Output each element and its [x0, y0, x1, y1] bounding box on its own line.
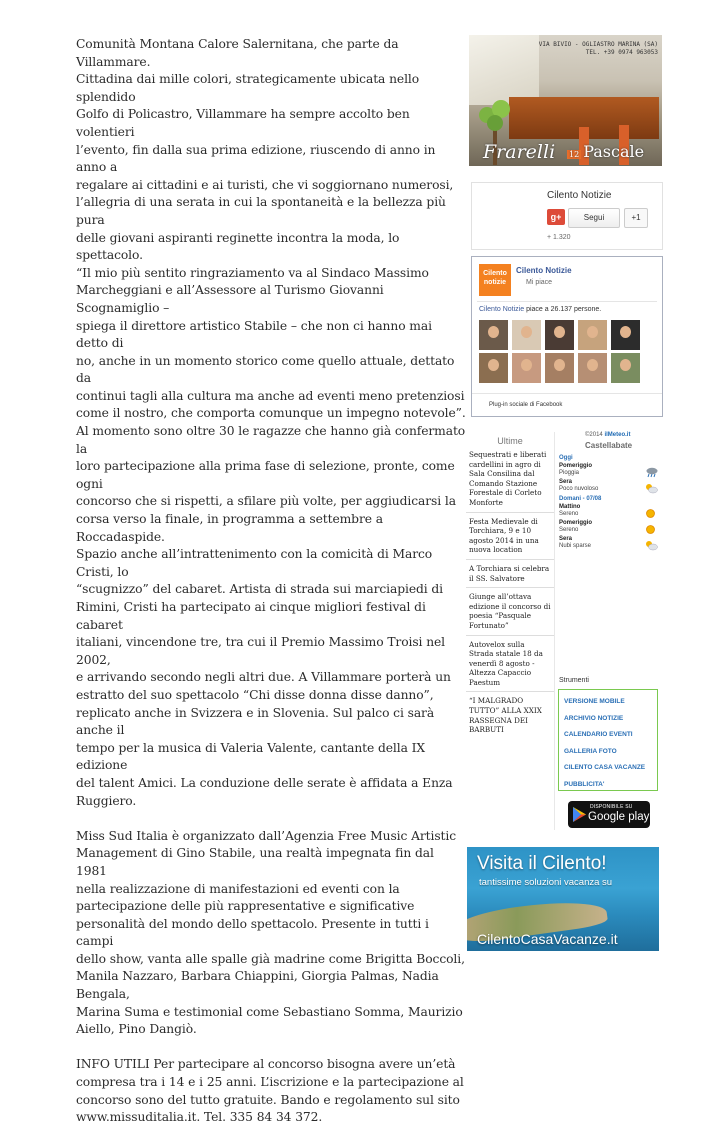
- article-line: Management di Gino Stabile, una realtà impegnata fin dal 1981: [76, 846, 434, 878]
- facebook-like-box: [471, 256, 663, 417]
- article-line: Miss Sud Italia è organizzato dall’Agenzia Free Music Artistic: [76, 828, 456, 843]
- news-link[interactable]: “I MALGRADO TUTTO” ALLA XXIX RASSEGNA DEI BARBUTI: [469, 696, 542, 735]
- cloud-sun-icon: [645, 481, 656, 492]
- article-line: delle giovani aspiranti reginette incontra la moda, lo spettacolo.: [76, 230, 400, 263]
- fan-avatar[interactable]: [512, 353, 541, 383]
- tools-box: [558, 689, 658, 791]
- article-line: Ruggiero.: [76, 793, 137, 808]
- article-line: Al momento sono oltre 30 le ragazze che hanno già confermato la: [76, 424, 466, 456]
- cloud-sun-icon: [645, 538, 656, 549]
- fan-avatar[interactable]: [479, 320, 508, 350]
- article-line: “scugnizzo” del cabaret. Artista di strada sui marciapiedi di: [76, 582, 444, 597]
- article-line: e arrivando secondo negli altri due. A Villammare porterà un: [76, 670, 451, 685]
- article-line: estratto del suo spettacolo “Chi disse donna disse danno”,: [76, 687, 434, 702]
- fan-avatar[interactable]: [578, 353, 607, 383]
- article-line: Spazio anche all’intrattenimento con la comicità di Marco Cristi, lo: [76, 547, 433, 579]
- article-line: Manila Nazzaro, Barbara Chiappini, Giorgia Palmas, Nadia Bengala,: [76, 969, 439, 1002]
- article-line: regalare ai cittadini e ai turisti, che vi soggiornano numerosi,: [76, 177, 454, 192]
- article-line: Aiello, Pino Dangiò.: [76, 1022, 197, 1037]
- article-line: nella realizzazione di manifestazioni ed eventi con la: [76, 881, 400, 896]
- article-line: loro partecipazione alla prima fase di selezione, pronte, come ogni: [76, 459, 455, 491]
- article-line: italiani, vincendone tre, tra cui il Premio Massimo Troisi nel 2002,: [76, 635, 446, 667]
- news-link[interactable]: Sequestrati e liberati cardellini in agro di Sala Consilina dal Comando Stazione Forestale di Corleto Monforte: [466, 450, 554, 513]
- tools-label: Strumenti: [559, 677, 589, 684]
- article-line: Marina Suma e testimonial come Sebastiano Somma, Maurizio: [76, 1004, 463, 1019]
- news-link[interactable]: Giunge all’ottava edizione il concorso di poesia “Pasquale Fortunato”: [466, 592, 554, 635]
- tools-link[interactable]: VERSIONE MOBILE: [564, 698, 625, 705]
- ad-footer-url: CilentoCasaVacanze.it: [477, 931, 618, 947]
- google-play-icon: [573, 807, 586, 822]
- ad-headline: Visita il Cilento!: [477, 853, 607, 874]
- article-line: spiega il direttore artistico Stabile – che non ci hanno mai detto di: [76, 318, 432, 351]
- article-line: INFO UTILI Per partecipare al concorso bisogna avere un’età: [76, 1057, 456, 1072]
- article-line: partecipazione delle più rappresentative e significative: [76, 899, 415, 914]
- tools-link[interactable]: CALENDARIO EVENTI: [564, 731, 633, 738]
- fb-like-button[interactable]: Mi piace: [526, 279, 553, 286]
- latest-news-column: [466, 432, 555, 830]
- news-link[interactable]: Festa Medievale di Torchiara, 9 e 10 agosto 2014 in una nuova location: [466, 517, 554, 560]
- latest-news-header: Ultime: [497, 436, 523, 446]
- weather-city: Castellabate: [585, 441, 633, 450]
- weather-day-tomorrow: Domani - 07/08: [559, 496, 602, 502]
- article-line: l’evento, fin dalla sua prima edizione, riuscendo di anno in anno a: [76, 142, 436, 175]
- google-play-badge[interactable]: DISPONIBILE SU Google play: [568, 801, 650, 828]
- article-body: [76, 36, 466, 1127]
- article-line: Rimini, Cristi ha partecipato ai cinque migliori festival di cabaret: [76, 600, 426, 632]
- ad-banner-frarelli-pascale[interactable]: [469, 35, 662, 166]
- ad-address: VIA BIVIO - OGLIASTRO MARINA (SA) TEL. +39 0974 963053: [538, 41, 658, 56]
- weather-widget: [557, 432, 662, 552]
- fb-like-count: Cilento Notizie piace a 26.137 persone.: [479, 306, 602, 313]
- news-link[interactable]: Autovelox sulla Strada statale 18 da venerdì 8 agosto - Altezza Capaccio Paestum: [466, 640, 554, 693]
- article-line: Marcheggiani e all’Assessore al Turismo Giovanni Scognamiglio –: [76, 283, 384, 315]
- ad-banner-cilento-casa-vacanze[interactable]: [467, 847, 659, 951]
- weather-slot: Pomeriggio Pioggia: [557, 463, 662, 479]
- tools-link[interactable]: PUBBLICITA': [564, 780, 605, 788]
- article-line: “Il mio più sentito ringraziamento va al Sindaco Massimo: [76, 265, 429, 280]
- fan-avatar[interactable]: [545, 320, 574, 350]
- ad-brand-right: 12 Pascale: [569, 142, 645, 161]
- article-line: corsa verso la finale, in programma a settembre a Roccadaspide.: [76, 512, 383, 544]
- article-line: compresa tra i 14 e i 25 anni. L’iscrizione e la partecipazione al: [76, 1075, 464, 1090]
- tools-link[interactable]: GALLERIA FOTO: [564, 747, 617, 755]
- article-line: come il nostro, che comporta comunque un impegno notevole”.: [76, 406, 466, 421]
- article-line: continui tagli alla cultura ma anche ad eventi meno pretenziosi: [76, 388, 465, 403]
- tools-link[interactable]: CILENTO CASA VACANZE: [564, 764, 646, 771]
- article-line: no, anche in un momento storico come quello attuale, dettato da: [76, 353, 455, 386]
- article-line: personalità del mondo dello spettacolo. Presente in tutti i campi: [76, 916, 429, 949]
- sun-icon: [645, 522, 656, 533]
- weather-day-today: Oggi: [559, 455, 573, 461]
- follow-button[interactable]: Segui: [568, 208, 620, 228]
- gplus-title[interactable]: Cilento Notizie: [547, 190, 612, 201]
- fan-avatar[interactable]: [479, 353, 508, 383]
- page-logo[interactable]: Cilento notizie: [479, 264, 511, 296]
- article-line: tempo per la musica di Valeria Valente, cantante della IX edizione: [76, 740, 426, 773]
- article-line: Comunità Montana Calore Salernitana, che parte da Villammare.: [76, 37, 399, 69]
- fan-avatar[interactable]: [512, 320, 541, 350]
- article-line: concorso che si rispetti, a sfilare più volte, per aggiudicarsi la: [76, 494, 456, 509]
- article-line: dello show, vanta alle spalle già madrine come Brigitta Boccoli,: [76, 951, 465, 966]
- article-line: www.missuditalia.it. Tel. 335 84 34 372.: [76, 1110, 323, 1125]
- rain-icon: [645, 465, 656, 476]
- article-line: Cittadina dai mille colori, strategicamente ubicata nello splendido: [76, 72, 420, 104]
- fan-avatar[interactable]: [545, 353, 574, 383]
- article-line: replicato anche in Svizzera e in Slovenia. Sul palco ci sarà anche il: [76, 705, 435, 738]
- article-line: del talent Amici. La conduzione delle serate è affidata a Enza: [76, 775, 453, 790]
- weather-slot: Mattino Sereno: [557, 504, 662, 520]
- google-plus-icon[interactable]: g+: [547, 209, 565, 225]
- fb-page-name[interactable]: Cilento Notizie: [516, 266, 572, 275]
- fan-avatar[interactable]: [611, 353, 640, 383]
- article-line: l’allegria di una serata in cui la spontaneità e la bellezza più pura: [76, 195, 446, 227]
- ad-subheadline: tantissime soluzioni vacanza su: [479, 877, 613, 888]
- weather-slot: Sera Nubi sparse: [557, 536, 662, 552]
- follower-count: + 1.320: [547, 234, 571, 241]
- fb-plugin-label[interactable]: Plug-in sociale di Facebook: [472, 393, 662, 416]
- fan-avatar[interactable]: [611, 320, 640, 350]
- fb-faces-grid: [479, 320, 657, 383]
- sun-icon: [645, 506, 656, 517]
- weather-slot: Sera Poco nuvoloso: [557, 479, 662, 495]
- article-line: Golfo di Policastro, Villammare ha sempre accolto ben volentieri: [76, 107, 410, 139]
- weather-slot: Pomeriggio Sereno: [557, 520, 662, 536]
- article-line: concorso sono del tutto gratuite. Bando e regolamento sul sito: [76, 1092, 460, 1107]
- fan-avatar[interactable]: [578, 320, 607, 350]
- news-link[interactable]: A Torchiara si celebra il SS. Salvatore: [466, 564, 554, 588]
- plus-one-button[interactable]: +1: [624, 208, 648, 228]
- tools-link[interactable]: ARCHIVIO NOTIZIE: [564, 714, 624, 722]
- ad-brand-left: Frarelli: [483, 141, 556, 163]
- gplus-widget: [471, 182, 663, 250]
- weather-brand[interactable]: ©2014 ilMeteo.it: [585, 432, 631, 438]
